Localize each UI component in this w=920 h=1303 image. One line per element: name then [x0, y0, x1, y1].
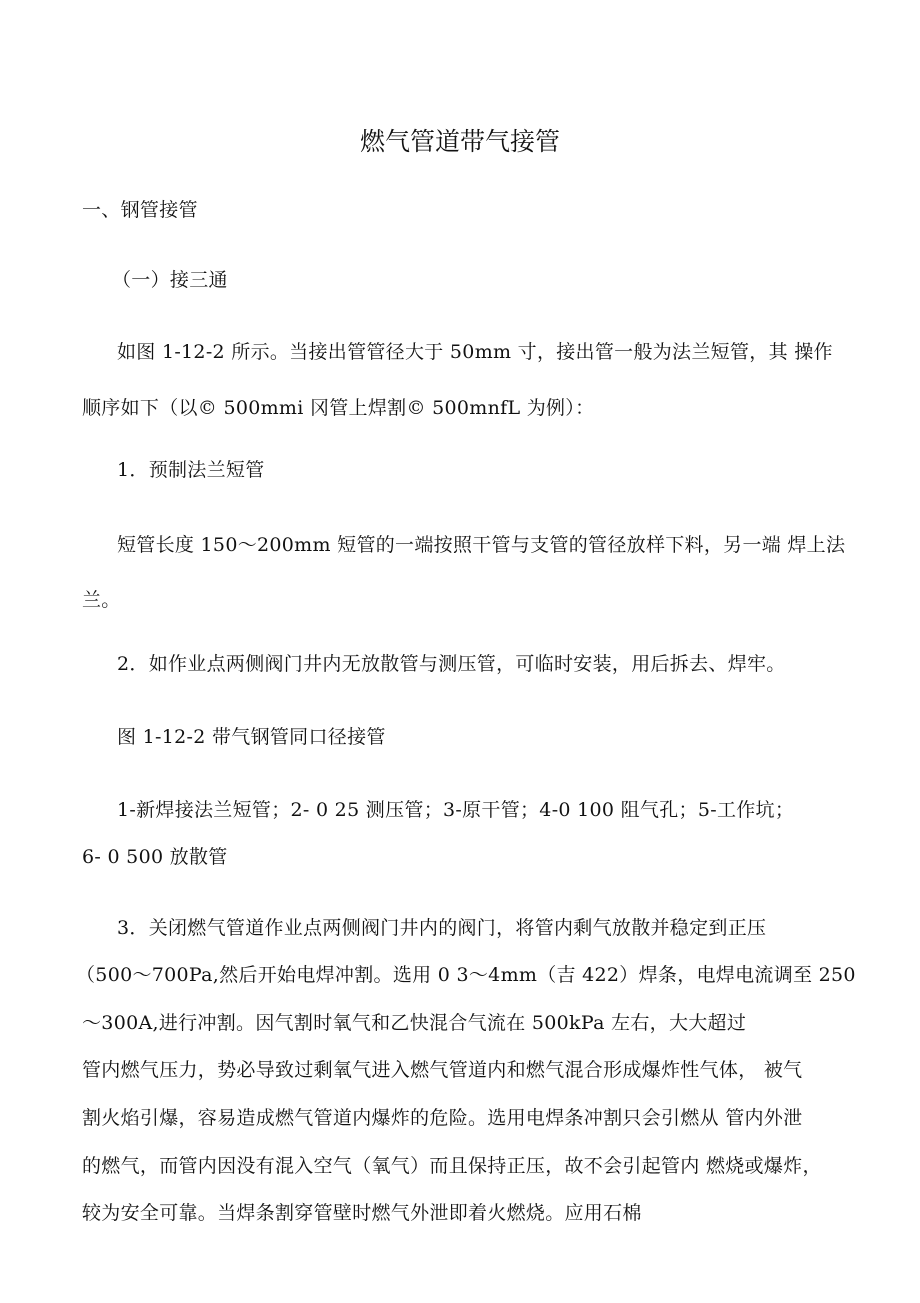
paragraph-line: 割火焰引爆，容易造成燃气管道内爆炸的危险。选用电焊条冲割只会引燃从 管内外泄	[82, 1107, 803, 1129]
figure-legend-line: 1-新焊接法兰短管；2- 0 25 测压管；3-原干管；4-0 100 阻气孔；5-工作坑；	[117, 799, 795, 821]
paragraph-line: 较为安全可靠。当焊条割穿管壁时燃气外泄即着火燃烧。应用石棉	[82, 1202, 642, 1224]
paragraph-line: 如图 1-12-2 所示。当接出管管径大于 50mm 寸，接出管一般为法兰短管，其 操作	[117, 341, 833, 363]
figure-caption: 图 1-12-2 带气钢管同口径接管	[117, 726, 386, 748]
paragraph-line: 管内燃气压力，势必导致过剩氧气进入燃气管道内和燃气混合形成爆炸性气体， 被气	[82, 1059, 803, 1081]
paragraph-line: 兰。	[82, 589, 121, 611]
paragraph-line: 3．关闭燃气管道作业点两侧阀门井内的阀门，将管内剩气放散并稳定到正压	[117, 917, 767, 939]
paragraph-line: 的燃气，而管内因没有混入空气（氧气）而且保持正压，故不会引起管内 燃烧或爆炸，	[82, 1155, 822, 1177]
paragraph-line: 顺序如下（以© 500mmi 冈管上焊割© 500mnfL 为例）：	[82, 397, 595, 419]
figure-legend-line: 6- 0 500 放散管	[82, 846, 228, 868]
paragraph-line: 〜300A,进行冲割。因气割时氧气和乙快混合气流在 500kPa 左右，大大超过	[82, 1012, 747, 1034]
step-text: 2．如作业点两侧阀门井内无放散管与测压管，可临时安装，用后拆去、焊牢。	[117, 653, 786, 675]
paragraph-line: （500〜700Pa,然后开始电焊冲割。选用 0 3〜4mm（吉 422）焊条，电焊电流调至 250	[76, 964, 856, 986]
subsection-heading: （一）接三通	[112, 269, 228, 291]
paragraph-line: 短管长度 150〜200mm 短管的一端按照干管与支管的管径放样下料，另一端 焊上法	[117, 534, 846, 556]
section-heading: 一、钢管接管	[82, 199, 198, 221]
step-heading: 1．预制法兰短管	[117, 459, 265, 481]
page-title: 燃气管道带气接管	[359, 127, 560, 156]
